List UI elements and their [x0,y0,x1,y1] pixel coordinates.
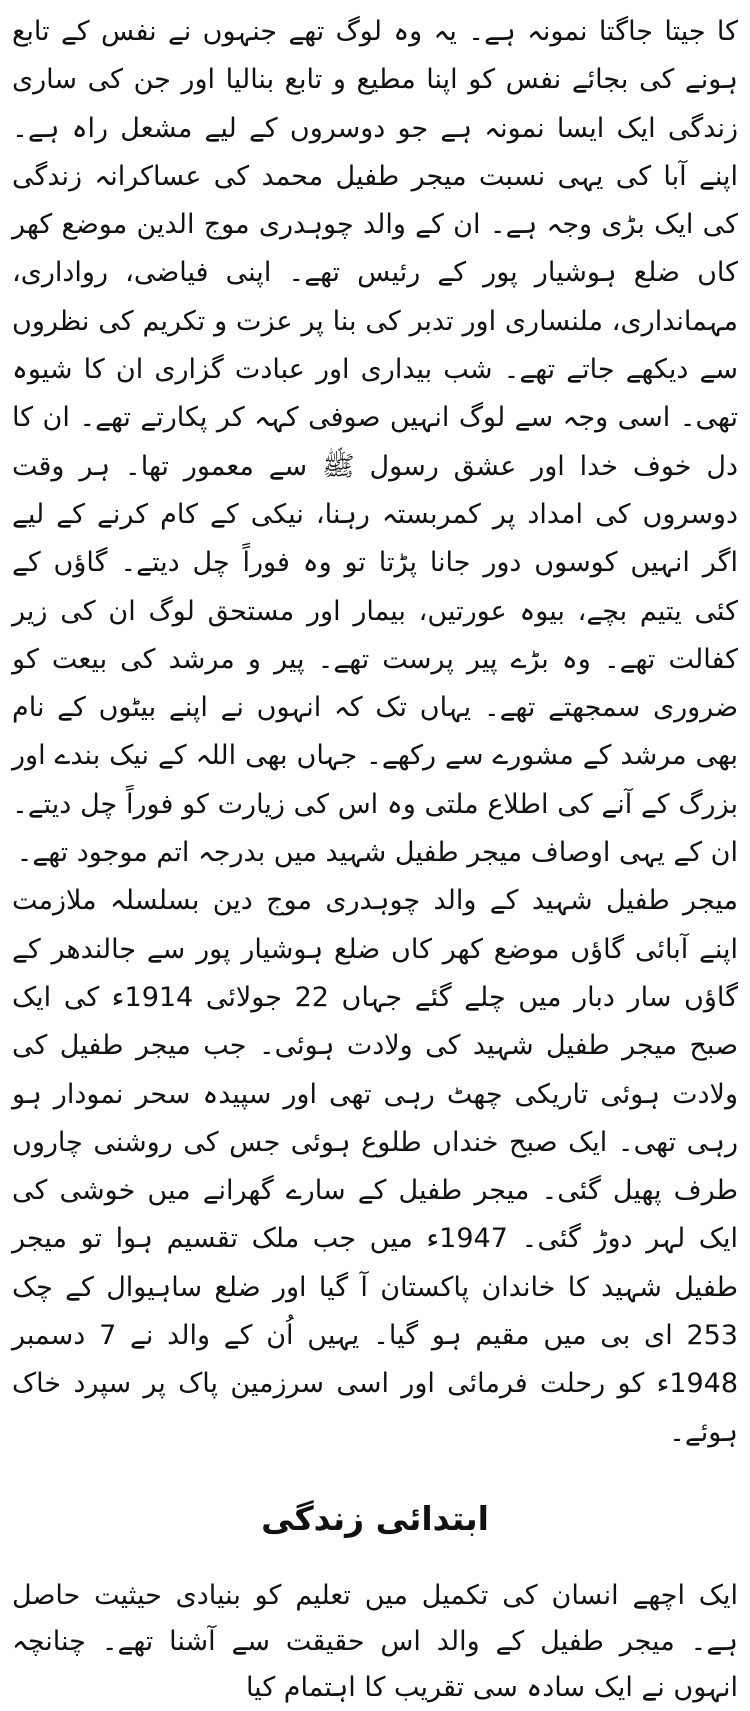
paragraph-2: میجر طفیل شہید کے والد چوہدری موج دین بسلسلہ ملازمت اپنے آبائی گاؤں موضع کھر کاں ضلع ہوشیار پور سے جالندھر کے گاؤں سار دبار میں چلے گئے جہاں 22 جولائی 1914ء کی ایک صبح میجر طفیل شہید کی ولادت ہوئی۔ جب میجر طفیل کی ولادت ہوئی تاریکی چھٹ رہی تھی اور سپیدہ سحر نمودار ہو رہی تھی۔ ایک صبح خنداں طلوع ہوئی جس کی روشنی چاروں طرف پھیل گئی۔ میجر طفیل کے سارے گھرانے میں خوشی کی ایک لہر دوڑ گئی۔ 1947ء میں جب ملک تقسیم ہوا تو میجر طفیل شہید کا خاندان پاکستان آ گیا اور ضلع ساہیوال کے چک 253 ای بی میں مقیم ہو گیا۔ یہیں اُن کے والد نے 7 دسمبر 1948ء کو رحلت فرمائی اور اسی سرزمین پاک پر سپرد خاک ہوئے۔ [12,885,738,1448]
paragraph-1: کا جیتا جاگتا نمونہ ہے۔ یہ وہ لوگ تھے جنہوں نے نفس کے تابع ہونے کی بجائے نفس کو اپنا مطیع و تابع بنالیا اور جن کی ساری زندگی ایک ایسا نمونہ ہے جو دوسروں کے لیے مشعل راہ ہے۔ اپنے آبا کی یہی نسبت میجر طفیل محمد کی عساکرانہ زندگی کی ایک بڑی وجہ ہے۔ ان کے والد چوہدری موج الدین موضع کھر کاں ضلع ہوشیار پور کے رئیس تھے۔ اپنی فیاضی، رواداری، مہمانداری، ملنساری اور تدبر کی بنا پر عزت و تکریم کی نظروں سے دیکھے جاتے تھے۔ شب بیداری اور عبادت گزاری ان کا شیوہ تھی۔ اسی وجہ سے لوگ انہیں صوفی کہہ کر پکارتے تھے۔ ان کا دل خوف خدا اور عشق رسول ﷺ سے معمور تھا۔ ہر وقت دوسروں کی امداد پر کمربستہ رہنا، نیکی کے کام کرنے کے لیے اگر انہیں کوسوں دور جانا پڑتا تو وہ فوراً چل دیتے۔ گاؤں کے کئی یتیم بچے، بیوہ عورتیں، بیمار اور مستحق لوگ ان کی زیر کفالت تھے۔ وہ بڑے پیر پرست تھے۔ پیر و مرشد کی بیعت کو ضروری سمجھتے تھے۔ یہاں تک کہ انہوں نے اپنے بیٹوں کے نام بھی مرشد کے مشورے سے رکھے۔ جہاں بھی اللہ کے نیک بندے اور بزرگ کے آنے کی اطلاع ملتی وہ اس کی زیارت کو فوراً چل دیتے۔ ان کے یہی اوصاف میجر طفیل شہید میں بدرجہ اتم موجود تھے۔ [12,16,738,869]
paragraph-3: ایک اچھے انسان کی تکمیل میں تعلیم کو بنیادی حیثیت حاصل ہے۔ میجر طفیل کے والد اس حقیقت سے آشنا تھے۔ چنانچہ انہوں نے ایک سادہ سی تقریب کا اہتمام کیا [12,1579,738,1703]
section-heading: ابتدائی زندگی [261,1498,489,1538]
